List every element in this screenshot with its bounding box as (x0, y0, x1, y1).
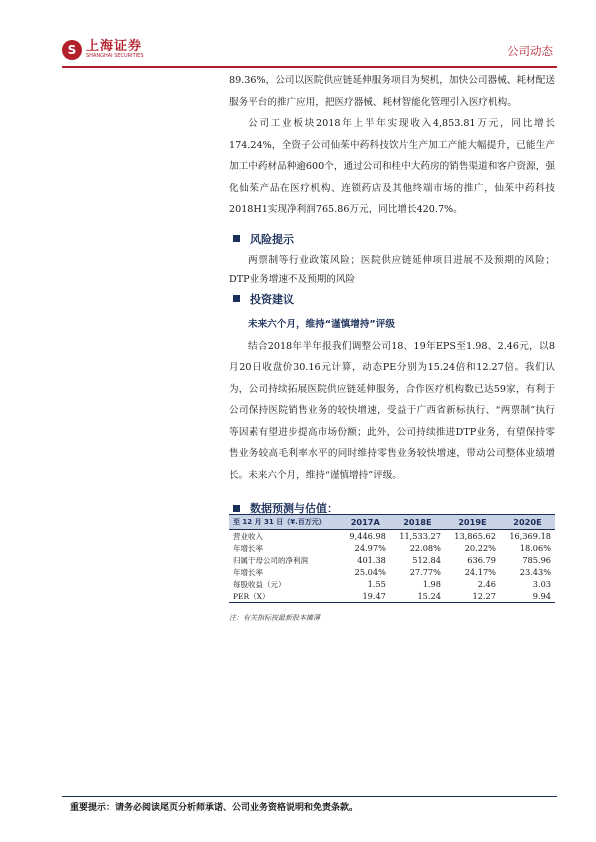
table-cell: 24.17% (464, 567, 496, 577)
table-cell: 年增长率 (233, 567, 263, 577)
rating-subtitle: 未来六个月，维持“谨慎增持”评级 (248, 318, 395, 330)
table-cell: 归属于母公司的净利润 (233, 555, 308, 565)
table-cell: 20.22% (464, 543, 496, 553)
table-cell: PER（X） (229, 590, 341, 603)
table-cell: 12.27 (445, 590, 500, 603)
table-row (229, 554, 555, 566)
table-header-cell: 2020E (500, 515, 555, 530)
table-cell: 每股收益（元） (233, 579, 286, 589)
disclaimer-footer: 重要提示：请务必阅读尾页分析师承诺、公司业务资格说明和免责条款。 (70, 803, 359, 813)
square-bullet-icon (233, 235, 240, 242)
logo-name-cn: 上海证券 (86, 39, 143, 54)
table-note: 注：有关指标按最新股本摊薄 (229, 614, 320, 622)
square-bullet-icon (233, 295, 240, 302)
logo-icon: S (62, 40, 82, 60)
table-cell: 9.94 (500, 590, 555, 603)
table-cell: 营业收入 (233, 531, 263, 541)
advice-title-text: 投资建议 (250, 292, 294, 306)
table-cell: 23.43% (519, 567, 551, 577)
table-cell: 785.96 (522, 555, 551, 565)
advice-section-title (229, 289, 555, 309)
table-cell: 3.03 (532, 579, 551, 589)
table-row (229, 578, 555, 590)
company-logo (62, 40, 144, 60)
table-cell: 11,533.27 (399, 531, 441, 541)
table-row (229, 566, 555, 578)
table-cell: 1.98 (422, 579, 441, 589)
header-divider (62, 66, 557, 68)
table-cell: 9,446.98 (349, 531, 386, 541)
table-cell: 24.97% (354, 543, 386, 553)
table-header-cell: 至 12 月 31 日（¥.百万元） (229, 515, 341, 530)
table-cell: 15.24 (390, 590, 445, 603)
table-header-cell: 2017A (341, 515, 390, 530)
table-cell: 25.04% (354, 567, 386, 577)
table-cell: 401.38 (357, 555, 386, 565)
advice-paragraph: 结合2018年半年报我们调整公司18、19年EPS至1.98、2.46元，以8月20日收盘价30.16元计算，动态PE分别为15.24倍和12.27倍。我们认为，公司持续拓展医院供应链延伸服务，合作医疗机构数已达59家，有利于公司保持医院销售业务的较快增速，受益于广西省新标执行、“两票制”执行等因素有望进步提高市场份额；此外，公司持续推进DTP业务，有望保持零售业务较高毛利率水平的同时维持零售业务较快增速，带动公司整体业绩增长。未来六个月，维持“谨慎增持”评级。 (229, 340, 555, 481)
forecast-table (229, 514, 555, 603)
table-cell: 22.08% (409, 543, 441, 553)
table-cell: 16,369.18 (509, 531, 551, 541)
risk-section-title (229, 229, 555, 249)
table-cell: 1.55 (367, 579, 386, 589)
table-row (229, 542, 555, 554)
table-cell: 18.06% (519, 543, 551, 553)
forecast-title-text: 数据预测与估值： (250, 502, 338, 515)
intro-paragraph-1: 89.36%，公司以医院供应链延伸服务项目为契机，加快公司器械、耗材配送服务平台的推广应用，把医疗器械、耗材智能化管理引入医疗机构。 (229, 75, 555, 108)
square-bullet-icon (233, 505, 240, 512)
table-header-cell: 2019E (445, 515, 500, 530)
table-row (229, 530, 555, 543)
main-content (229, 70, 555, 486)
table-cell: 512.84 (412, 555, 441, 565)
intro-paragraph-2: 公司工业板块2018年上半年实现收入4,853.81万元，同比增长174.24%，全资子公司仙茱中药科技饮片生产加工产能大幅提升，已能生产加工中药材品种逾600个，通过公司和桂中大药房的销售渠道和客户资源，强化仙茱产品在医疗机构、连锁药店及其他终端市场的推广，仙茱中药科技2018H1实现净利润765.86万元，同比增长420.7%。 (229, 118, 555, 215)
table-row (229, 590, 555, 603)
table-cell: 2.46 (477, 579, 496, 589)
risk-paragraph: 两票制等行业政策风险；医院供应链延伸项目进展不及预期的风险；DTP业务增速不及预期的风险 (229, 254, 555, 285)
table-cell: 13,865.62 (454, 531, 496, 541)
report-type-label: 公司动态 (507, 44, 553, 58)
footer-divider (62, 796, 557, 797)
logo-name-en: SHANGHAI SECURITIES (86, 53, 144, 59)
table-header-cell: 2018E (390, 515, 445, 530)
table-cell: 636.79 (467, 555, 496, 565)
page-header (62, 38, 557, 68)
table-cell: 27.77% (409, 567, 441, 577)
table-header-row (229, 515, 555, 530)
risk-title-text: 风险提示 (250, 232, 294, 246)
table-cell: 年增长率 (233, 543, 263, 553)
table-cell: 19.47 (341, 590, 390, 603)
